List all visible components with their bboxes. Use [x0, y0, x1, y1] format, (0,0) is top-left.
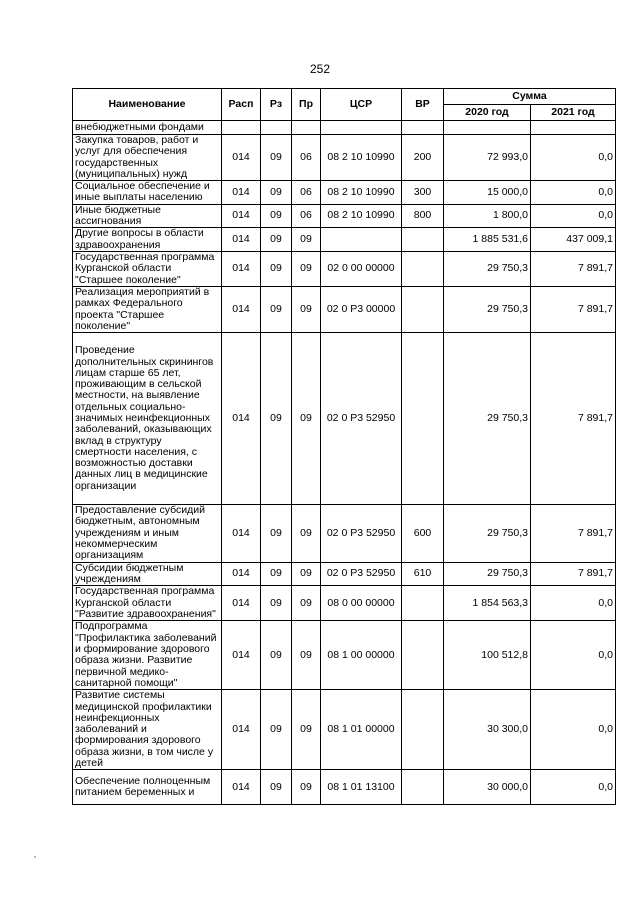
cell-pr: 09 — [292, 562, 321, 586]
cell-rz: 09 — [261, 690, 292, 770]
cell-y2020: 100 512,8 — [444, 621, 531, 690]
cell-y2021: 0,0 — [531, 690, 616, 770]
cell-vr: 800 — [402, 204, 444, 228]
table-row — [73, 204, 616, 228]
cell-name: Проведение дополнительных скринингов лицам старше 65 лет, проживающим в сельской местности, на выявление отдельных социально-значимых неинфекционных заболеваний, оказывающих вклад в структуру смертности населения, с возможностью доставки данных лиц в медицинские организации — [73, 333, 222, 505]
cell-y2021: 0,0 — [531, 181, 616, 205]
cell-y2021: 7 891,7 — [531, 333, 616, 505]
cell-csr — [321, 121, 402, 135]
cell-pr: 09 — [292, 228, 321, 252]
cell-csr: 02 0 P3 52950 — [321, 562, 402, 586]
table-row — [73, 121, 616, 135]
cell-pr: 09 — [292, 690, 321, 770]
cell-rz: 09 — [261, 770, 292, 805]
cell-vr: 300 — [402, 181, 444, 205]
cell-y2020: 1 885 531,6 — [444, 228, 531, 252]
cell-name: Закупка товаров, работ и услуг для обеспечения государственных (муниципальных) нужд — [73, 135, 222, 181]
cell-pr: 09 — [292, 505, 321, 562]
cell-y2021: 7 891,7 — [531, 251, 616, 286]
cell-vr — [402, 286, 444, 332]
cell-rz: 09 — [261, 621, 292, 690]
cell-rz: 09 — [261, 228, 292, 252]
cell-rz: 09 — [261, 586, 292, 621]
table-row — [73, 286, 616, 332]
cell-rasp: 014 — [222, 690, 261, 770]
cell-csr: 02 0 00 00000 — [321, 251, 402, 286]
table-row — [73, 505, 616, 562]
table-body — [73, 121, 616, 805]
table-row — [73, 135, 616, 181]
cell-rz: 09 — [261, 251, 292, 286]
cell-csr: 08 1 00 00000 — [321, 621, 402, 690]
header-name: Наименование — [73, 89, 222, 121]
cell-pr: 09 — [292, 621, 321, 690]
cell-y2021: 7 891,7 — [531, 562, 616, 586]
cell-csr: 02 0 P3 52950 — [321, 333, 402, 505]
cell-csr — [321, 228, 402, 252]
cell-y2021: 7 891,7 — [531, 505, 616, 562]
cell-y2021 — [531, 121, 616, 135]
cell-y2020: 29 750,3 — [444, 251, 531, 286]
cell-rz: 09 — [261, 204, 292, 228]
cell-y2020: 29 750,3 — [444, 333, 531, 505]
cell-y2020: 30 300,0 — [444, 690, 531, 770]
cell-y2020: 72 993,0 — [444, 135, 531, 181]
cell-name: Субсидии бюджетным учреждениям — [73, 562, 222, 586]
cell-rasp: 014 — [222, 204, 261, 228]
cell-vr — [402, 251, 444, 286]
cell-name: Иные бюджетные ассигнования — [73, 204, 222, 228]
cell-rasp: 014 — [222, 333, 261, 505]
cell-rasp: 014 — [222, 251, 261, 286]
cell-csr: 02 0 P3 00000 — [321, 286, 402, 332]
cell-rz: 09 — [261, 181, 292, 205]
cell-vr — [402, 586, 444, 621]
cell-name: Государственная программа Курганской области "Старшее поколение" — [73, 251, 222, 286]
cell-y2020 — [444, 121, 531, 135]
cell-rasp: 014 — [222, 181, 261, 205]
header-2020: 2020 год — [444, 105, 531, 121]
cell-vr — [402, 690, 444, 770]
table-row — [73, 562, 616, 586]
table-row — [73, 621, 616, 690]
cell-vr — [402, 121, 444, 135]
cell-vr — [402, 333, 444, 505]
cell-rasp — [222, 121, 261, 135]
cell-csr: 02 0 P3 52950 — [321, 505, 402, 562]
cell-y2020: 1 854 563,3 — [444, 586, 531, 621]
header-rasp: Расп — [222, 89, 261, 121]
cell-name: Предоставление субсидий бюджетным, автономным учреждениям и иным некоммерческим организациям — [73, 505, 222, 562]
cell-rasp: 014 — [222, 505, 261, 562]
cell-vr: 600 — [402, 505, 444, 562]
cell-csr: 08 2 10 10990 — [321, 204, 402, 228]
cell-name: Обеспечение полноценным питанием беременных и — [73, 770, 222, 805]
cell-pr: 09 — [292, 333, 321, 505]
table-row — [73, 251, 616, 286]
cell-rz — [261, 121, 292, 135]
cell-csr: 08 1 01 13100 — [321, 770, 402, 805]
cell-y2020: 30 000,0 — [444, 770, 531, 805]
cell-name: Развитие системы медицинской профилактики неинфекционных заболеваний и формирования здорового образа жизни, в том числе у детей — [73, 690, 222, 770]
cell-rz: 09 — [261, 333, 292, 505]
cell-rz: 09 — [261, 286, 292, 332]
cell-rasp: 014 — [222, 562, 261, 586]
cell-y2020: 15 000,0 — [444, 181, 531, 205]
table-row — [73, 333, 616, 505]
scan-speck — [34, 856, 36, 858]
cell-rz: 09 — [261, 505, 292, 562]
cell-y2020: 29 750,3 — [444, 286, 531, 332]
cell-y2021: 0,0 — [531, 135, 616, 181]
cell-rasp: 014 — [222, 228, 261, 252]
cell-pr — [292, 121, 321, 135]
cell-csr: 08 0 00 00000 — [321, 586, 402, 621]
cell-vr — [402, 228, 444, 252]
cell-y2021: 0,0 — [531, 586, 616, 621]
cell-name: Реализация мероприятий в рамках Федерального проекта "Старшее поколение" — [73, 286, 222, 332]
cell-csr: 08 1 01 00000 — [321, 690, 402, 770]
cell-y2020: 29 750,3 — [444, 505, 531, 562]
header-vr: ВР — [402, 89, 444, 121]
header-csr: ЦСР — [321, 89, 402, 121]
cell-rasp: 014 — [222, 135, 261, 181]
cell-vr: 610 — [402, 562, 444, 586]
table-row — [73, 181, 616, 205]
page-number: 252 — [309, 62, 331, 76]
cell-pr: 09 — [292, 286, 321, 332]
cell-csr: 08 2 10 10990 — [321, 135, 402, 181]
cell-y2021: 0,0 — [531, 770, 616, 805]
cell-rasp: 014 — [222, 586, 261, 621]
cell-pr: 06 — [292, 135, 321, 181]
cell-vr — [402, 770, 444, 805]
cell-pr: 06 — [292, 204, 321, 228]
cell-name: Другие вопросы в области здравоохранения — [73, 228, 222, 252]
cell-rz: 09 — [261, 135, 292, 181]
cell-pr: 09 — [292, 251, 321, 286]
cell-rz: 09 — [261, 562, 292, 586]
cell-y2021: 0,0 — [531, 621, 616, 690]
table-row — [73, 586, 616, 621]
header-pr: Пр — [292, 89, 321, 121]
cell-rasp: 014 — [222, 770, 261, 805]
cell-y2021: 437 009,1 — [531, 228, 616, 252]
cell-name: Государственная программа Курганской области "Развитие здравоохранения" — [73, 586, 222, 621]
cell-vr: 200 — [402, 135, 444, 181]
cell-pr: 06 — [292, 181, 321, 205]
cell-pr: 09 — [292, 770, 321, 805]
header-sum: Сумма — [444, 89, 616, 105]
cell-y2021: 0,0 — [531, 204, 616, 228]
budget-table — [72, 88, 616, 805]
table-row — [73, 770, 616, 805]
table-row — [73, 228, 616, 252]
cell-rasp: 014 — [222, 286, 261, 332]
cell-y2021: 7 891,7 — [531, 286, 616, 332]
cell-name: Социальное обеспечение и иные выплаты населению — [73, 181, 222, 205]
header-2021: 2021 год — [531, 105, 616, 121]
cell-csr: 08 2 10 10990 — [321, 181, 402, 205]
header-rz: Рз — [261, 89, 292, 121]
cell-name: внебюджетными фондами — [73, 121, 222, 135]
cell-y2020: 29 750,3 — [444, 562, 531, 586]
table-row — [73, 690, 616, 770]
cell-name: Подпрограмма "Профилактика заболеваний и формирование здорового образа жизни. Развитие первичной медико-санитарной помощи" — [73, 621, 222, 690]
cell-pr: 09 — [292, 586, 321, 621]
cell-vr — [402, 621, 444, 690]
cell-y2020: 1 800,0 — [444, 204, 531, 228]
cell-rasp: 014 — [222, 621, 261, 690]
